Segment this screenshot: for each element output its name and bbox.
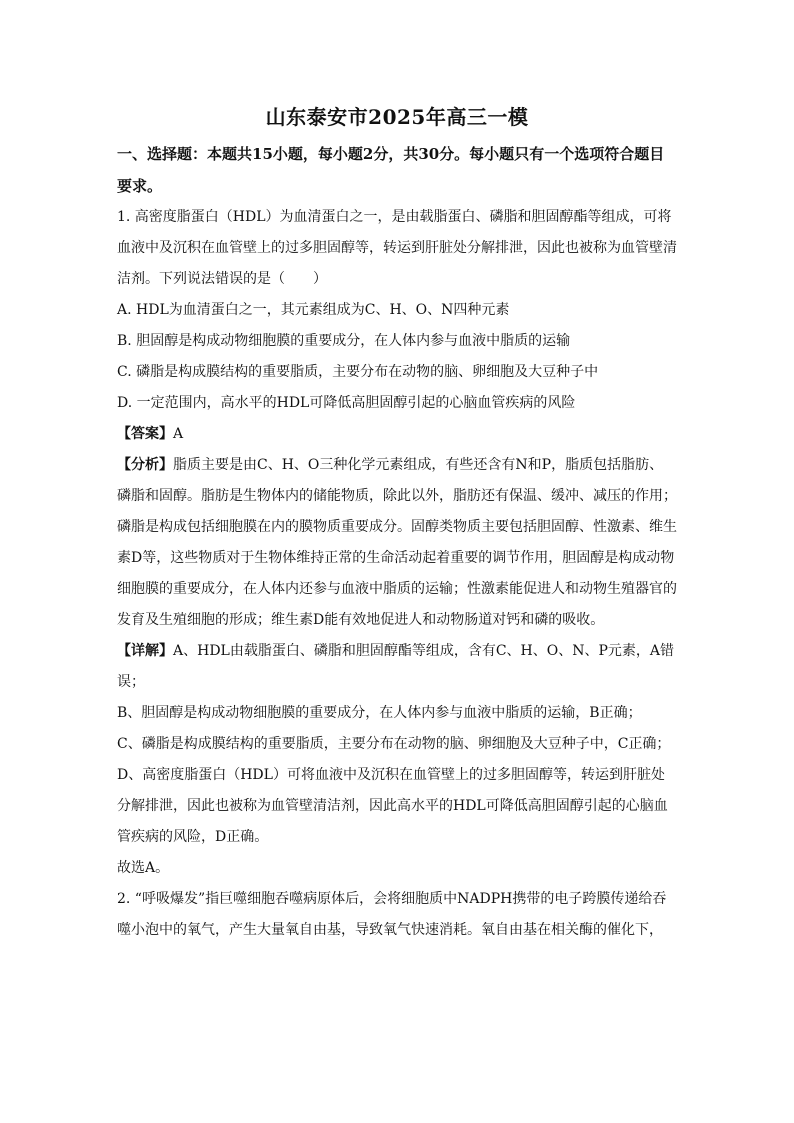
question-1-option-a: A. HDL为血清蛋白之一，其元素组成为C、H、O、N四种元素 [117, 302, 510, 318]
detail-b: B、胆固醇是构成动物细胞膜的重要成分，在人体内参与血液中脂质的运输，B正确； [117, 705, 642, 721]
conclusion: 故选A。 [117, 860, 170, 876]
detail-tag: 【详解】 [117, 643, 173, 659]
question-1-stem: 1. 高密度脂蛋白（HDL）为血清蛋白之一，是由载脂蛋白、磷脂和胆固醇酯等组成，可将血液中及沉积在血管壁上的过多胆固醇等，转运到肝脏处分解排泄，因此也被称为血管壁清洁剂。下列说法错误的是（ ） [117, 209, 677, 287]
question-1-option-b: B. 胆固醇是构成动物细胞膜的重要成分，在人体内参与血液中脂质的运输 [117, 333, 571, 349]
detail-d: D、高密度脂蛋白（HDL）可将血液中及沉积在血管壁上的过多胆固醇等，转运到肝脏处分解排泄，因此也被称为血管壁清洁剂，因此高水平的HDL可降低高胆固醇引起的心脑血管疾病的风险，D正确。 [117, 767, 668, 845]
detail-a-text: A、HDL由载脂蛋白、磷脂和胆固醇酯等组成，含有C、H、O、N、P元素，A错误； [117, 643, 675, 690]
question-2-stem: 2. “呼吸爆发”指巨噬细胞吞噬病原体后，会将细胞质中NADPH携带的电子跨膜传递给吞噬小泡中的氧气，产生大量氧自由基，导致氧气快速消耗。氧自由基在相关酶的催化下， [117, 891, 667, 938]
answer-value: A [173, 426, 184, 442]
analysis-tag: 【分析】 [117, 457, 173, 473]
page-title: 山东泰安市2025年高三一模 [265, 105, 529, 129]
analysis-paragraph [117, 450, 677, 636]
question-1-option-c: C. 磷脂是构成膜结构的重要脂质，主要分布在动物的脑、卵细胞及大豆种子中 [117, 364, 599, 380]
answer-tag: 【答案】 [117, 426, 173, 442]
answer-line [117, 419, 677, 450]
analysis-text: 脂质主要是由C、H、O三种化学元素组成，有些还含有N和P，脂质包括脂肪、磷脂和固醇。脂肪是生物体内的储能物质，除此以外，脂肪还有保温、缓冲、减压的作用；磷脂是构成包括细胞膜在内的膜物质重要成分。固醇类物质主要包括胆固醇、性激素、维生素D等，这些物质对于生物体维持正常的生命活动起着重要的调节作用，胆固醇是构成动物细胞膜的重要成分，在人体内还参与血液中脂质的运输；性激素能促进人和动物生殖器官的发育及生殖细胞的形成；维生素D能有效地促进人和动物肠道对钙和磷的吸收。 [117, 457, 677, 628]
section-heading: 一、选择题：本题共15小题，每小题2分，共30分。每小题只有一个选项符合题目要求。 [117, 145, 665, 195]
detail-c: C、磷脂是构成膜结构的重要脂质，主要分布在动物的脑、卵细胞及大豆种子中，C正确； [117, 736, 671, 752]
detail-a [117, 636, 677, 698]
question-1-option-d: D. 一定范围内，高水平的HDL可降低高胆固醇引起的心脑血管疾病的风险 [117, 395, 576, 411]
document-body [117, 138, 677, 946]
